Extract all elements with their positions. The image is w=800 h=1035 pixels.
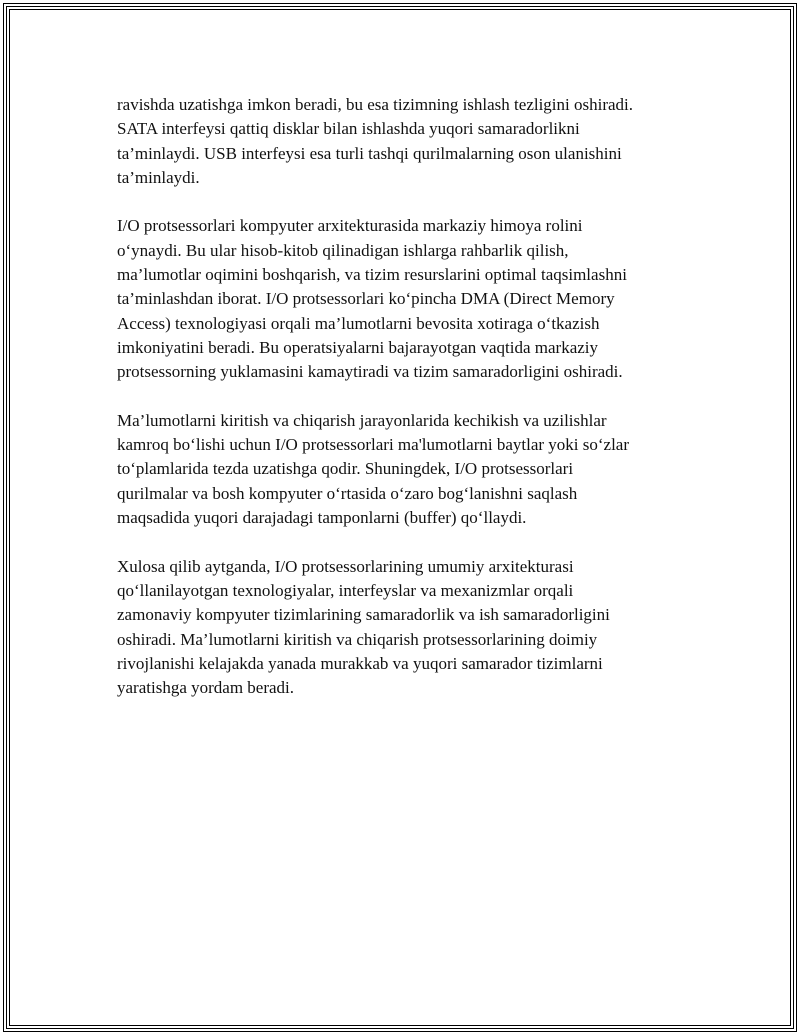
paragraph-4: [117, 555, 697, 701]
text-line: qo‘llanilayotgan texnologiyalar, interfeyslar va mexanizmlar orqali: [117, 580, 574, 600]
text-line: ta’minlashdan iborat. I/O protsessorlari ko‘pincha DMA (Direct Memory: [117, 289, 615, 309]
text-line: to‘plamlarida tezda uzatishga qodir. Shuningdek, I/O protsessorlari: [117, 459, 574, 479]
text-line: oshiradi. Ma’lumotlarni kiritish va chiqarish protsessorlarining doimiy: [117, 629, 598, 649]
text-line: ravishda uzatishga imkon beradi, bu esa tizimning ishlash tezligini oshiradi.: [117, 95, 634, 114]
text-line: kamroq bo‘lishi uchun I/O protsessorlari ma'lumotlarni baytlar yoki so‘zlar: [117, 435, 630, 455]
text-line: zamonaviy kompyuter tizimlarining samaradorlik va ish samaradorligini: [117, 605, 610, 625]
text-line: Xulosa qilib aytganda, I/O protsessorlarining umumiy arxitekturasi: [117, 556, 574, 576]
paragraph-1: [117, 93, 697, 190]
text-line: ma’lumotlar oqimini boshqarish, va tizim resurslarini optimal taqsimlashni: [117, 265, 627, 285]
text-line: SATA interfeysi qattiq disklar bilan ishlashda yuqori samaradorlikni: [117, 119, 580, 139]
paragraph-2: [117, 214, 697, 384]
text-line: protsessorning yuklamasini kamaytiradi va tizim samaradorligini oshiradi.: [117, 362, 623, 382]
text-line: qurilmalar va bosh kompyuter o‘rtasida o‘zaro bog‘lanishni saqlash: [117, 483, 578, 503]
text-line: maqsadida yuqori darajadagi tamponlarni (buffer) qo‘llaydi.: [117, 508, 527, 528]
text-line: Access) texnologiyasi orqali ma’lumotlarni bevosita xotiraga o‘tkazish: [117, 313, 600, 333]
text-line: o‘ynaydi. Bu ular hisob-kitob qilinadigan ishlarga rahbarlik qilish,: [117, 240, 569, 260]
text-line: yaratishga yordam beradi.: [117, 678, 295, 698]
text-line: I/O protsessorlari kompyuter arxitekturasida markaziy himoya rolini: [117, 216, 583, 236]
text-line: rivojlanishi kelajakda yanada murakkab va yuqori samarador tizimlarni: [117, 653, 603, 673]
document-body: [117, 93, 697, 725]
text-line: ta’minlaydi. USB interfeysi esa turli tashqi qurilmalarning oson ulanishini: [117, 143, 622, 163]
text-line: imkoniyatini beradi. Bu operatsiyalarni bajarayotgan vaqtida markaziy: [117, 337, 599, 357]
text-line: ta’minlaydi.: [117, 167, 200, 187]
paragraph-3: [117, 409, 697, 530]
text-line: Ma’lumotlarni kiritish va chiqarish jarayonlarida kechikish va uzilishlar: [117, 410, 607, 430]
